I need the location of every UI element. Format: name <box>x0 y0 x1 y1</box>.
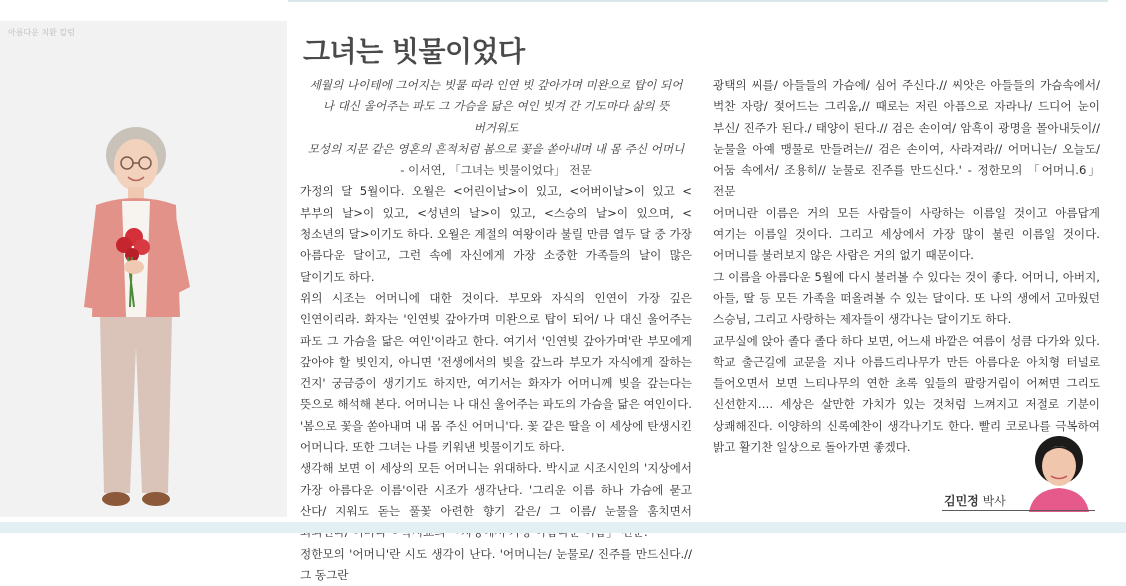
author-name <box>944 492 1006 509</box>
body-paragraph: 광택의 씨를/ 아들들의 가슴에/ 심어 주신다.// 씨앗은 아들들의 가슴속에서/ 벅찬 자랑/ 젖어드는 그리움,// 때로는 저린 아픔으로 자라나/ 드디어 눈이 부신/ 진주가 된다./ 태양이 된다.// 검은 손이여/ 암흑이 광명을 몰아내듯이// 눈물을 아예 맹물로 만들려는// 검은 손이여, 사라져라// 어머니는/ 오늘도/ 어둠 속에서/ 조용히// 눈물로 진주를 만드신다.' - 정한모의 「어머니.6」 전문 <box>713 78 1100 199</box>
section-tag: 아름다운 치환 칼럼 <box>8 28 75 37</box>
top-rule <box>288 0 1108 2</box>
hero-photo-panel <box>0 21 287 517</box>
poem-line: 모성의 지문 같은 영혼의 흔적처럼 봄으로 꽃을 쏟아내며 내 몸 주신 어머니 <box>307 141 685 156</box>
author-title: 박사 <box>978 494 1006 508</box>
article-column-right <box>713 75 1100 458</box>
article-column-left <box>300 75 692 586</box>
article-title: 그녀는 빗물이었다 <box>303 35 525 68</box>
body-paragraph: 그 이름을 아름다운 5월에 다시 불러볼 수 있다는 것이 좋다. 어머니, 아버지, 아들, 딸 등 모든 가족을 떠올려볼 수 있는 달이다. 또 나의 생에서 고마웠던 스승님, 그리고 사랑하는 제자들이 생각나는 달이기도 하다. <box>713 269 1100 327</box>
author-portrait <box>1023 432 1095 512</box>
body-paragraph: 위의 시조는 어머니에 대한 것이다. 부모와 자식의 인연이 가장 깊은 인연이리라. 화자는 '인연빚 갚아가며 미완으로 탑이 되어/ 나 대신 울어주는 파도 그 가슴을 닮은 여인'이라고 한다. 여기서 '인연빚 갚아가며'란 부모에게 갚아야 할 빚인지, 아니면 '전생에서의 빚을 갚느라 부모가 자식에게 잘하는 건지' 궁금증이 생기기도 하지만, 여기서는 화자가 어머니께 빚을 갚는다는 뜻으로 해석해 본다. 어머니는 나 대신 울어주는 파도의 가슴을 닮은 여인이다. '봄으로 꽃을 쏟아내며 내 몸 주신 어머니'다. 꽃 같은 딸을 이 세상에 탄생시킨 어머니다. 또한 그녀는 나를 키워낸 빗물이기도 하다. <box>300 290 692 455</box>
body-paragraph: 가정의 달 5월이다. 오월은 <어린이날>이 있고, <어버이날>이 있고 <부부의 날>이 있고, <성년의 날>이 있고, <스승의 날>이 있으며, <청소년의 달>이기도 하다. 오월은 계절의 여왕이라 불릴 만큼 열두 달 중 가장 아름다운 달이고, 그런 속에 자신에게 가장 소중한 가족들의 날이 많은 달이기도 하다. <box>300 184 692 284</box>
author-name-text: 김민정 <box>944 494 979 508</box>
body-paragraph: 생각해 보면 이 세상의 모든 어머니는 위대하다. 박시교 시조시인의 '지상에서 가장 아름다운 이름'이란 시조가 생각난다. '그리운 이름 하나 가슴에 묻고 산다/ 지워도 돋는 풀꽃 아련한 향기 같은/ 그 이름/ 눈물을 훔치면서 <box>300 461 692 518</box>
footer-band <box>0 522 1126 533</box>
poem-line: 세월의 나이테에 그어지는 빗물 따라 인연 빗 갚아가며 미완으로 탑이 되어 <box>309 78 683 92</box>
author-underline <box>942 510 1095 511</box>
grandmother-with-carnations-illustration <box>70 117 200 517</box>
poem-line: 나 대신 울어주는 파도 그 가슴을 닮은 여인 빗겨 간 기도마다 삶의 뜻 버거워도 <box>322 99 670 135</box>
body-paragraph: 정한모의 '어머니'란 시도 생각이 난다. '어머니는/ 눈물로/ 진주를 만드신다.// 그 동그란 <box>300 546 692 582</box>
body-paragraph: 교무실에 앉아 졸다 졸다 하다 보면, 어느새 바깥은 여름이 성큼 다가와 있다. 학교 출근길에 교문을 지나 아름드리나무가 만든 아름다운 아치형 터널로 들어오면서 보면 느티나무의 연한 초록 잎들의 팔랑거림이 어쩌면 그리도 신선한지…. 세상은 살만한 가치가 있는 것처럼 느껴지고 저절로 기분이 상쾌해진다. 이양하의 신록예찬이 생각나기도 한다. 빨리 코로나를 극복하여 밝고 활기찬 일상으로 돌아가면 좋겠다. <box>713 333 1100 455</box>
poem-source: - 이서연, 「그녀는 빗물이었다」 전문 <box>400 163 592 178</box>
body-paragraph: 어머니란 이름은 거의 모든 사람들이 사랑하는 이름일 것이고 아름답게 여기는 이름일 것이다. 그리고 세상에서 가장 많이 불린 이름일 것이다. 어머니를 불러보지 않은 사람은 거의 없기 때문이다. <box>713 205 1100 263</box>
